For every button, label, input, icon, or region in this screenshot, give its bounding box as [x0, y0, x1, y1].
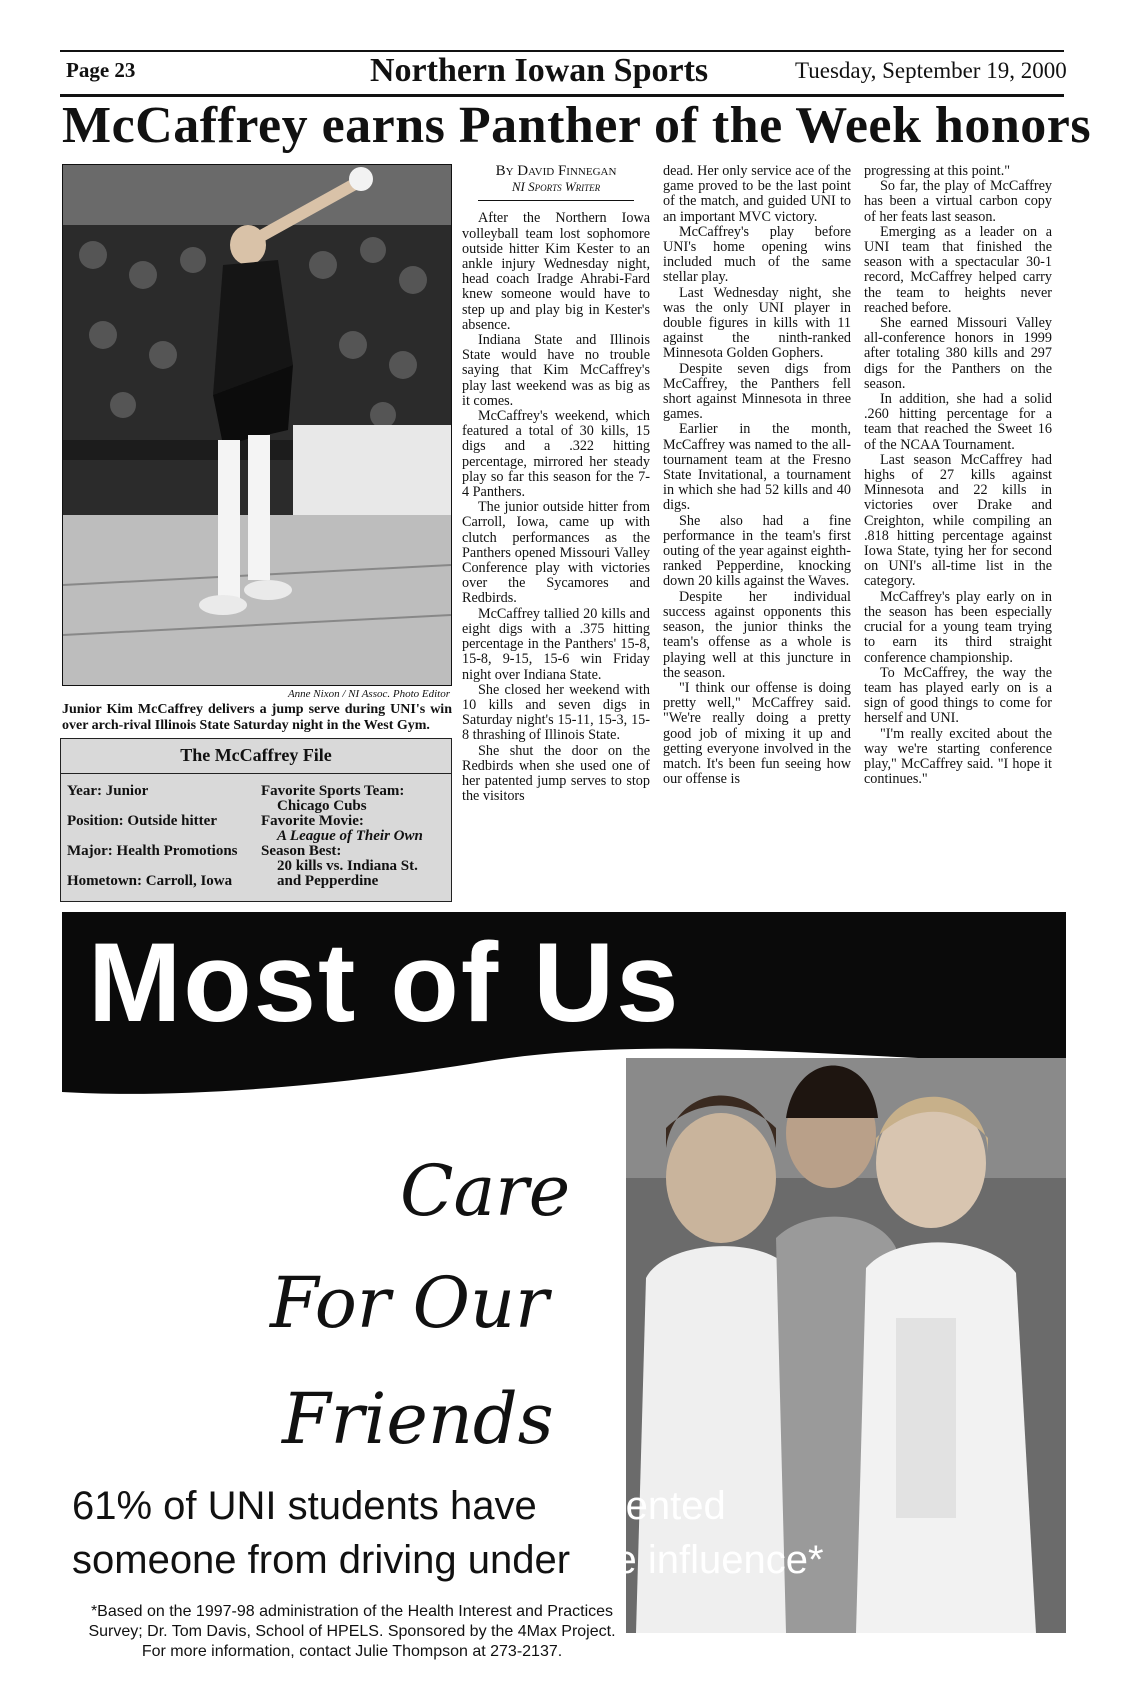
file-team-label: Favorite Sports Team: — [261, 783, 405, 799]
file-best-value-2: and Pepperdine — [277, 873, 379, 889]
ad-stat-highlight: prevented — [547, 1484, 726, 1528]
article-paragraph: McCaffrey's play early on in the season has been especially crucial for a young team trying to earn its third straight conference championship. — [864, 588, 1052, 666]
ad-script-care: Care — [400, 1150, 571, 1232]
byline-rule — [478, 200, 634, 201]
headline: McCaffrey earns Panther of the Week honors — [62, 97, 1092, 154]
article-paragraph: Despite her individual success against opponents this season, the junior thinks the team's offense as a whole is playing well at this juncture in the season. — [663, 588, 851, 681]
newspaper-section-name: Northern Iowan Sports — [370, 52, 709, 89]
file-best-value-1: 20 kills vs. Indiana St. — [277, 858, 418, 874]
file-box-title: The McCaffrey File — [180, 745, 332, 765]
ad-stat-line-2 — [72, 1538, 824, 1583]
ad-stat-line-1 — [72, 1484, 726, 1529]
article-paragraph: Despite seven digs from McCaffrey, the Panthers fell short against Minnesota in three games. — [663, 360, 851, 423]
file-best-label: Season Best: — [261, 843, 342, 859]
article-paragraph: "I'm really excited about the way we're starting conference play," McCaffrey said. "I hope it continues." — [864, 725, 1052, 788]
ad-script-friends: Friends — [282, 1378, 554, 1460]
article-paragraph: After the Northern Iowa volleyball team lost sophomore outside hitter Kim Kester to an ankle injury Wednesday night, head coach Iradge Ahrabi-Fard knew someone would have to step up and play big in Kester's absence. — [462, 210, 650, 333]
photo-caption: Junior Kim McCaffrey delivers a jump serve during UNI's win over arch-rival Illinois State Saturday night in the West Gym. — [62, 702, 452, 733]
article-paragraph: Indiana State and Illinois State would have no trouble saying that Kim McCaffrey's play last weekend was as big as it comes. — [462, 332, 650, 409]
article-paragraph: McCaffrey's play before UNI's home opening wins included much of the same stellar play. — [663, 223, 851, 286]
byline — [462, 164, 650, 194]
file-hometown: Hometown: Carroll, Iowa — [67, 873, 233, 889]
article-paragraph: Emerging as a leader on a UNI team that finished the season with a spectacular 30-1 record, McCaffrey helped carry the team to heights never reached before. — [864, 223, 1052, 316]
article-paragraph: Last season McCaffrey had highs of 27 kills against Minnesota and 22 kills in victories over Drake and Creighton, while compiling an .818 hitting percentage against Iowa State, tying her for second on UNI's all-time list in the category. — [864, 451, 1052, 590]
byline-role: NI Sports Writer — [511, 179, 601, 195]
article-paragraph: The junior outside hitter from Carroll, Iowa, came up with clutch performances as the Panthers opened Missouri Valley Conference play with victories over the Sycamores and Redbirds. — [462, 499, 650, 607]
ad-stat-highlight: the influence* — [581, 1538, 824, 1582]
ad-footnote-line-1: *Based on the 1997-98 administration of the Health Interest and Practices — [90, 1603, 614, 1620]
file-box-rule — [61, 773, 451, 774]
article-paragraph: She also had a fine performance in the team's first outing of the year against eighth-ranked Pepperdine, knocking down 20 kills against the Waves. — [663, 512, 851, 590]
ad-footnote-line-3: For more information, contact Julie Thompson at 273-2137. — [141, 1643, 563, 1660]
article-paragraph: progressing at this point." — [864, 163, 1011, 179]
file-position: Position: Outside hitter — [67, 813, 217, 829]
article-paragraph: dead. Her only service ace of the game proved to be the last point of the match, and guided UNI to an important MVC victory. — [663, 163, 851, 225]
volleyball-photo — [62, 164, 452, 686]
byline-author: By David Finnegan — [495, 163, 617, 179]
article-column-3 — [864, 164, 1052, 787]
file-team-value: Chicago Cubs — [277, 798, 367, 814]
article-column-1 — [462, 164, 650, 804]
page-number: Page 23 — [66, 58, 136, 82]
article-paragraph: "I think our offense is doing pretty well," McCaffrey said. "We're really doing a pretty good job of mixing it up and getting everyone involved in the match. It's been fun seeing how our offense is — [663, 679, 851, 788]
ad-stat-text: someone from driving under — [72, 1538, 582, 1582]
article-paragraph: She shut the door on the Redbirds when she used one of her patented jump serves to stop the visitors — [462, 742, 650, 805]
article-paragraph: So far, the play of McCaffrey has been a virtual carbon copy of her feats last season. — [864, 178, 1052, 225]
file-movie-label: Favorite Movie: — [261, 813, 364, 829]
file-movie-value: A League of Their Own — [277, 828, 423, 844]
article-paragraph: McCaffrey's weekend, which featured a total of 30 kills, 15 digs and a .322 hitting percentage, mirrored her steady play so far this season for the 7-4 Panthers. — [462, 408, 650, 501]
player-file-box — [60, 738, 452, 902]
article-paragraph: In addition, she had a solid .260 hitting percentage for a team that reached the Sweet 16 of the NCAA Tournament. — [864, 391, 1052, 453]
issue-date: Tuesday, September 19, 2000 — [795, 58, 1067, 83]
ad-script-for-our: For Our — [270, 1262, 549, 1344]
file-year: Year: Junior — [67, 783, 149, 799]
article-paragraph: McCaffrey tallied 20 kills and eight digs with a .375 hitting percentage in the Panthers' 15-8, 15-8, 9-15, 15-6 win Friday night over Indiana State. — [462, 605, 650, 683]
photo-credit: Anne Nixon / NI Assoc. Photo Editor — [287, 688, 450, 700]
article-paragraph: Earlier in the month, McCaffrey was named to the all-tournament team at the Fresno State Invitational, a tournament in which she had 52 kills and 40 digs. — [663, 421, 851, 514]
article-paragraph: She closed her weekend with 10 kills and seven digs in Saturday night's 15-11, 15-3, 15-8 thrashing of Illinois State. — [462, 681, 650, 744]
article-paragraph: To McCaffrey, the way the team has played early on is a sign of good things to come for herself and UNI. — [864, 664, 1052, 727]
ad-footnote-line-2: Survey; Dr. Tom Davis, School of HPELS. Sponsored by the 4Max Project. — [88, 1623, 616, 1640]
article-column-2 — [663, 164, 851, 787]
file-major: Major: Health Promotions — [67, 843, 238, 859]
article-paragraph: She earned Missouri Valley all-conference honors in 1999 after totaling 380 kills and 297 digs for the Panthers on the season. — [864, 315, 1052, 392]
ad-stat-text: 61% of UNI students have — [72, 1484, 548, 1528]
article-paragraph: Last Wednesday night, she was the only UNI player in double figures in kills with 11 against the ninth-ranked Minnesota Golden Gophers. — [663, 284, 851, 362]
ad-title: Most of Us — [88, 920, 681, 1045]
